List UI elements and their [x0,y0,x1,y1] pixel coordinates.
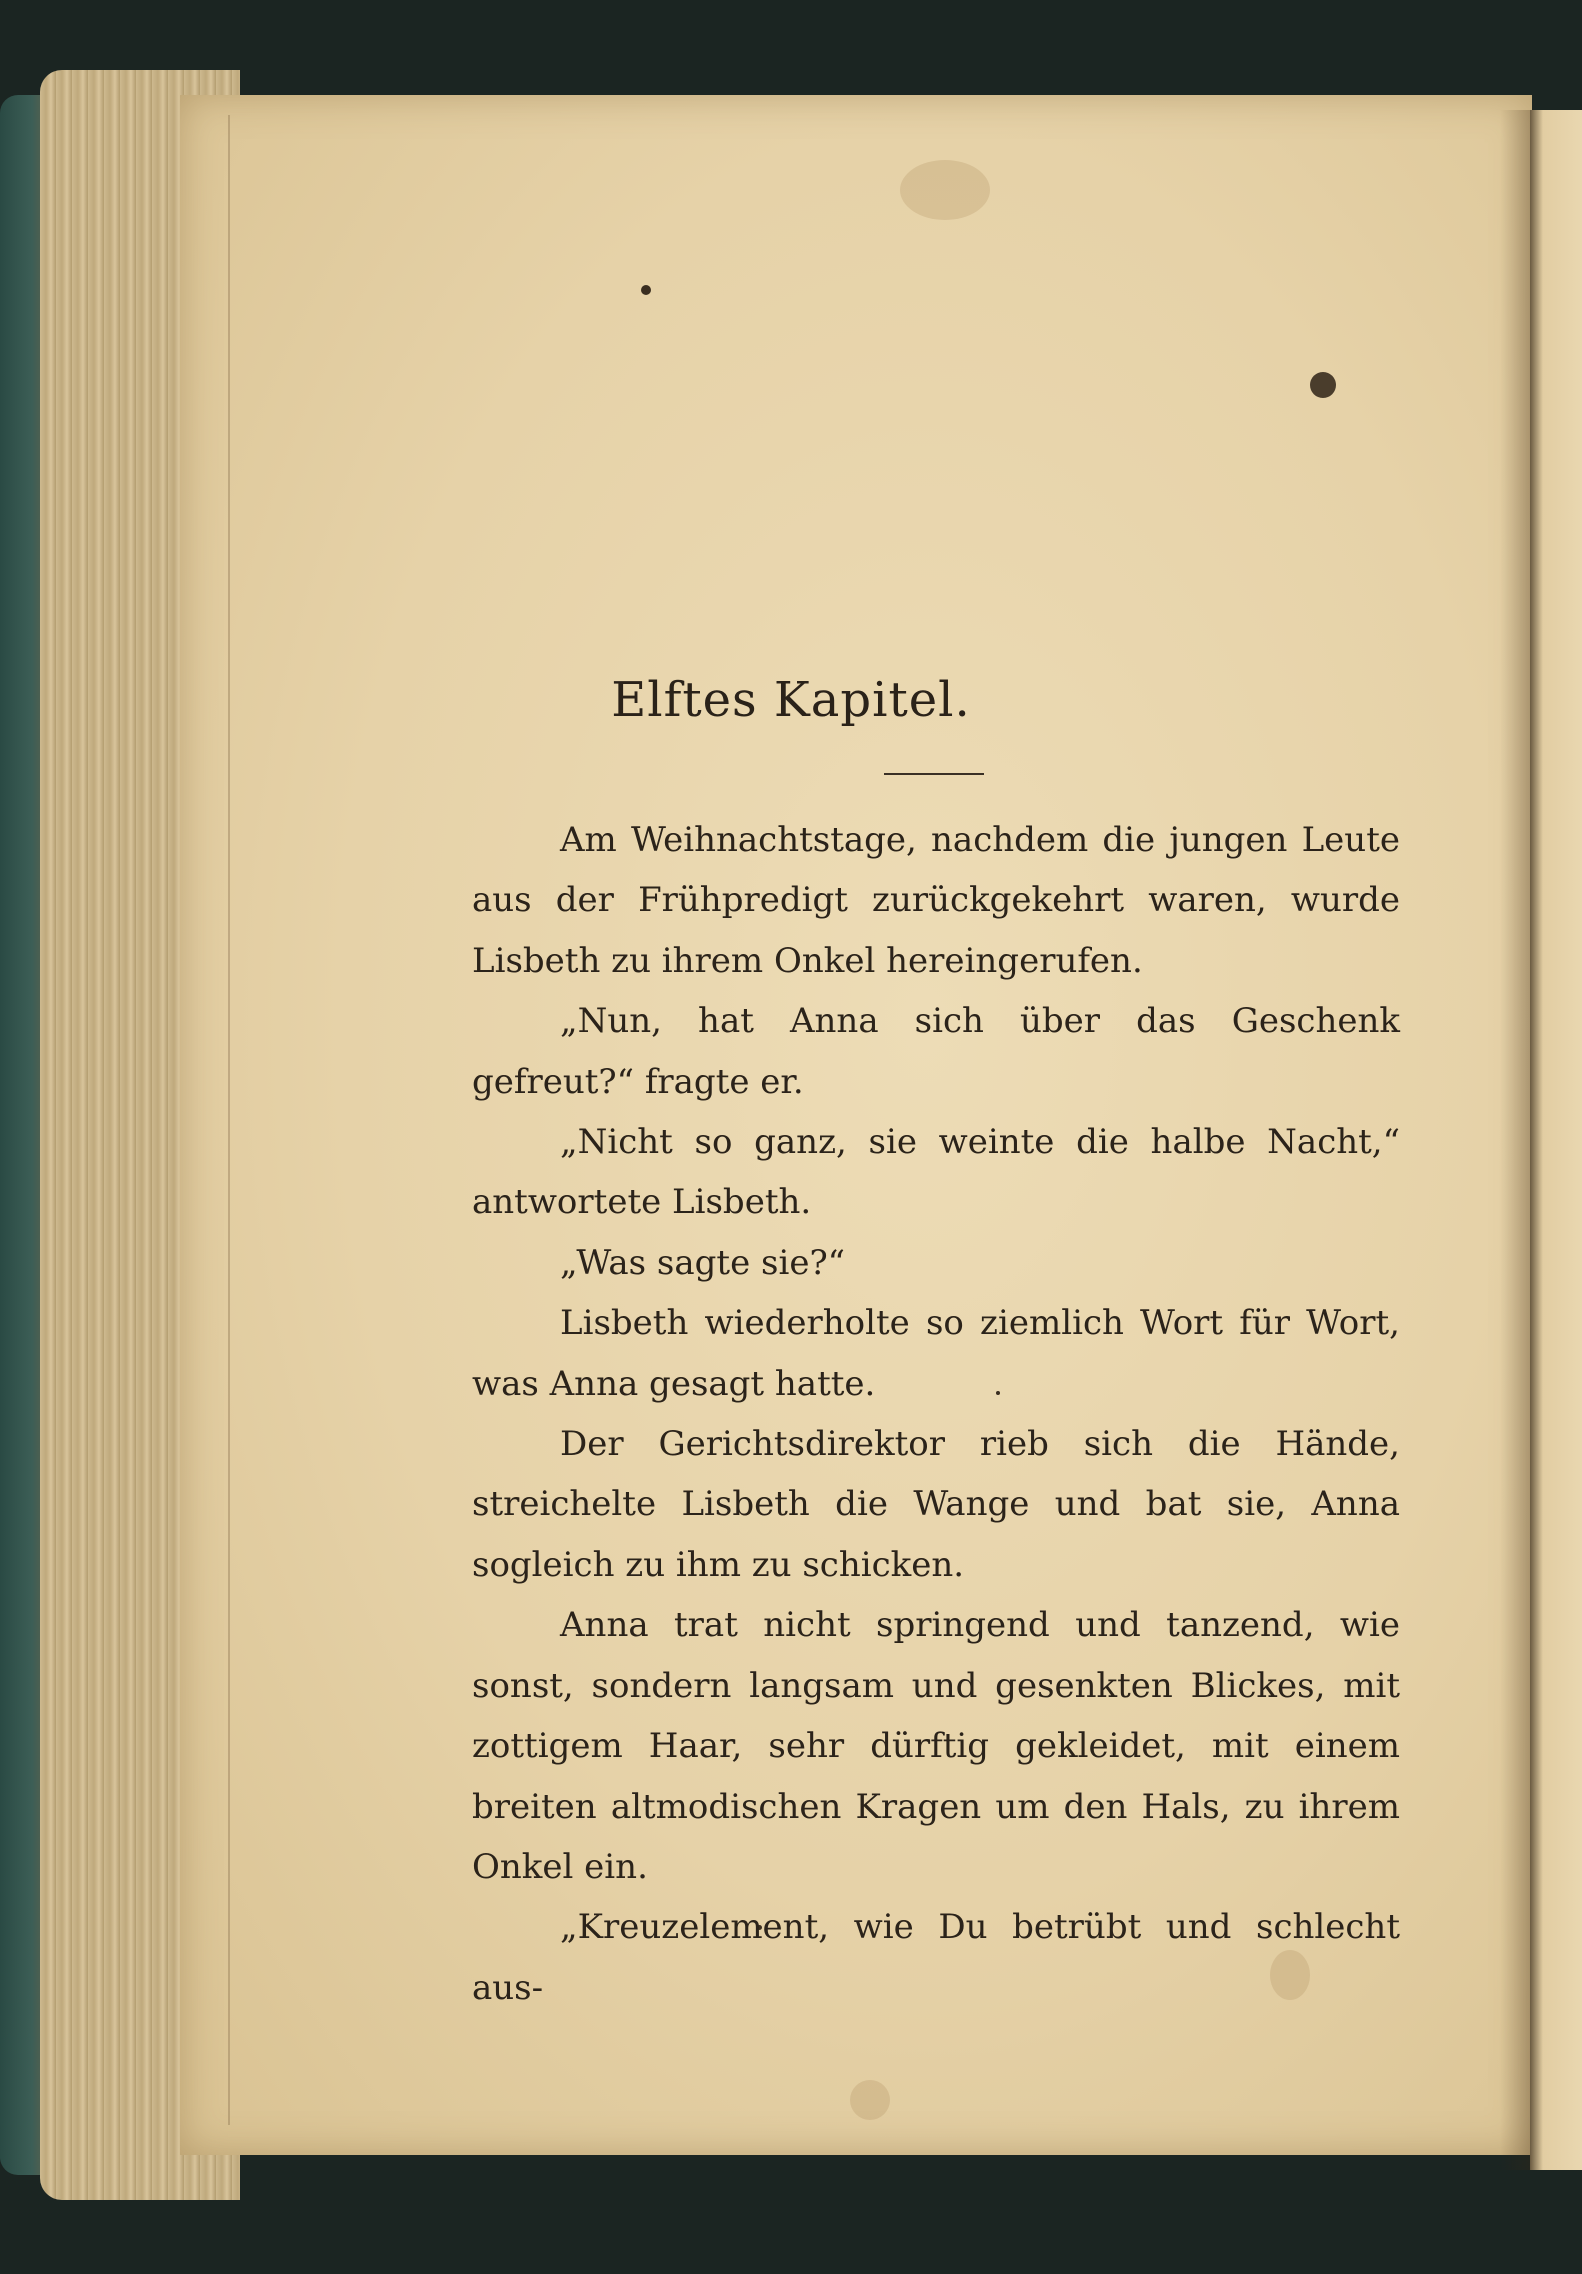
chapter-title: Elftes Kapitel. [611,672,971,728]
paragraph: Der Gerichtsdirektor rieb sich die Hände, streichelte Lisbeth die Wange und bat sie, Anna sogleich zu ihm zu schicken. [472,1424,1400,1585]
ink-speck [641,285,651,295]
paragraph: „Nicht so ganz, sie weinte die halbe Nacht,“ antwortete Lisbeth. [472,1122,1400,1223]
paragraph: „Kreuzelement, wie Du betrübt und schlecht aus- [472,1907,1400,2008]
ink-speck [1310,372,1336,398]
paper-stain [850,2080,890,2120]
paper-stain [900,160,990,220]
next-page-edge [1530,110,1582,2170]
paragraph: Lisbeth wiederholte so ziemlich Wort für Wort, was Anna gesagt hatte. [472,1303,1400,1404]
paragraph: „Was sagte sie?“ [560,1242,846,1283]
paragraph: Am Weihnachtstage, nachdem die jungen Leute aus der Frühpredigt zurückgekehrt waren, wurde Lisbeth zu ihrem Onkel hereingerufen. [472,820,1400,981]
paragraph: „Nun, hat Anna sich über das Geschenk gefreut?“ fragte er. [472,1001,1400,1102]
body-text [472,810,1400,2018]
title-rule [884,773,984,775]
paragraph: Anna trat nicht springend und tanzend, wie sonst, sondern langsam und gesenkten Blickes, mit zottigem Haar, sehr dürftig gekleidet, mit einem breiten altmodischen Kragen um den Hals, zu ihrem Onkel ein. [472,1605,1400,1887]
